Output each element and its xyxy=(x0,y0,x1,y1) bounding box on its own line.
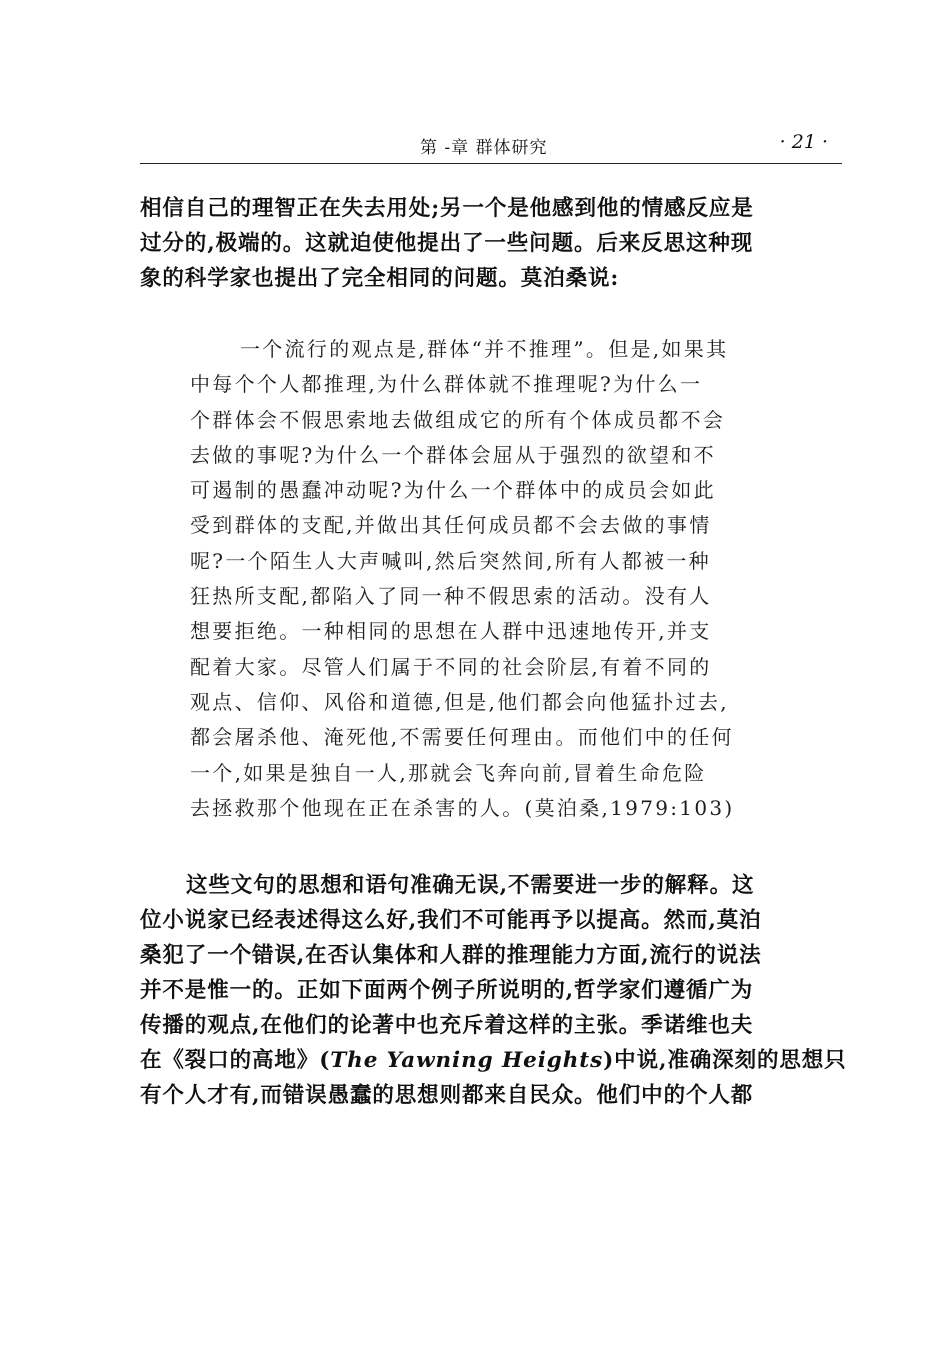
text-line: 过分的,极端的。这就迫使他提出了一些问题。后来反思这种现 xyxy=(140,231,754,256)
quote-line: 一个流行的观点是,群体“并不推理”。但是,如果其 xyxy=(240,337,729,361)
book-title-english: The Yawning Heights xyxy=(330,1048,604,1073)
text-line: 相信自己的理智正在失去用处;另一个是他感到他的情感反应是 xyxy=(140,196,754,221)
quote-line: 呢?一个陌生人大声喊叫,然后突然间,所有人都被一种 xyxy=(190,548,711,573)
text-line: 位小说家已经表述得这么好,我们不可能再予以提高。然而,莫泊 xyxy=(140,908,762,933)
quote-line: 中每个个人都推理,为什么群体就不推理呢?为什么一 xyxy=(190,372,703,397)
quote-line: 都会屠杀他、淹死他,不需要任何理由。而他们中的任何 xyxy=(190,725,734,750)
quote-line: 去拯救那个他现在正在杀害的人。(莫泊桑,1979:103) xyxy=(190,795,735,820)
chapter-title: 第 -章 群体研究 xyxy=(420,138,548,158)
quote-line: 个群体会不假思索地去做组成它的所有个体成员都不会 xyxy=(190,407,726,432)
text-line xyxy=(140,1043,845,1078)
commentary-paragraph xyxy=(140,868,845,1113)
quote-line: 观点、信仰、风俗和道德,但是,他们都会向他猛扑过去, xyxy=(190,689,729,714)
block-quote xyxy=(190,332,795,826)
text-line: 桑犯了一个错误,在否认集体和人群的推理能力方面,流行的说法 xyxy=(140,943,762,968)
quote-line: 可遏制的愚蠢冲动呢?为什么一个群体中的成员会如此 xyxy=(190,478,716,503)
quote-line: 受到群体的支配,并做出其任何成员都不会去做的事情 xyxy=(190,513,712,538)
quote-line: 想要拒绝。一种相同的思想在人群中迅速地传开,并支 xyxy=(190,619,712,644)
text-segment: )中说,准确深刻的思想只 xyxy=(603,1048,847,1073)
text-segment: 在《裂口的高地》( xyxy=(140,1048,331,1073)
quote-line: 配着大家。尽管人们属于不同的社会阶层,有着不同的 xyxy=(190,654,712,679)
quote-line: 去做的事呢?为什么一个群体会屈从于强烈的欲望和不 xyxy=(190,442,716,467)
quote-line: 狂热所支配,都陷入了同一种不假思索的活动。没有人 xyxy=(190,584,712,609)
quote-line: 一个,如果是独自一人,那就会飞奔向前,冒着生命危险 xyxy=(190,760,707,785)
text-line: 传播的观点,在他们的论著中也充斥着这样的主张。季诺维也夫 xyxy=(140,1013,754,1038)
text-line: 这些文句的思想和语句准确无误,不需要进一步的解释。这 xyxy=(186,873,755,898)
page-number: · 21 · xyxy=(779,131,828,153)
running-header xyxy=(140,131,842,164)
text-line: 象的科学家也提出了完全相同的问题。莫泊桑说: xyxy=(140,266,620,291)
text-line: 有个人才有,而错误愚蠢的思想则都来自民众。他们中的个人都 xyxy=(140,1083,754,1108)
intro-paragraph xyxy=(140,191,845,296)
text-line: 并不是惟一的。正如下面两个例子所说明的,哲学家们遵循广为 xyxy=(140,978,754,1003)
